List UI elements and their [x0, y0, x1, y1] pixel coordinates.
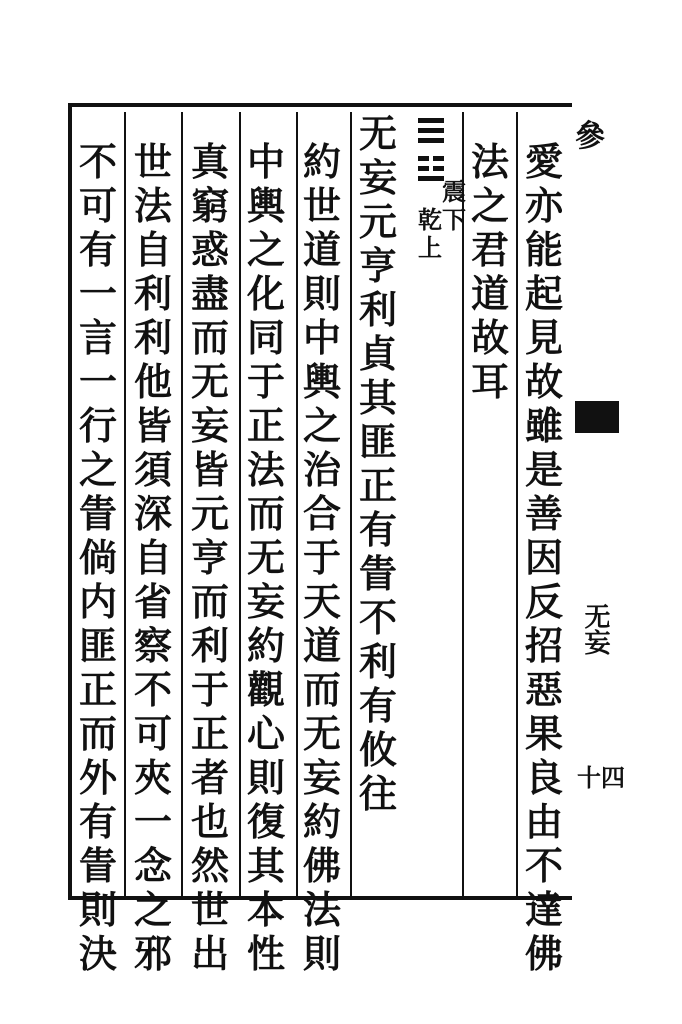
glyph: 招	[524, 623, 563, 668]
glyph: 天	[302, 579, 341, 624]
glyph: 震	[442, 177, 466, 206]
glyph: 法	[470, 139, 509, 184]
text-column-8	[76, 140, 120, 976]
glyph: 有	[78, 799, 117, 844]
glyph: 則	[302, 271, 341, 316]
glyph: 同	[246, 315, 285, 360]
glyph: 正	[78, 667, 117, 712]
glyph: 利	[133, 271, 172, 316]
glyph: 利	[358, 287, 397, 332]
glyph: 則	[78, 887, 117, 932]
glyph: 元	[358, 199, 397, 244]
glyph: 反	[524, 579, 563, 624]
glyph: 眚	[78, 491, 117, 536]
glyph: 眚	[358, 551, 397, 596]
glyph: 性	[246, 931, 285, 976]
glyph: 乾	[418, 205, 442, 234]
glyph: 他	[133, 359, 172, 404]
glyph: 世	[190, 887, 229, 932]
column-divider	[124, 112, 126, 899]
glyph: 有	[358, 507, 397, 552]
glyph: 由	[524, 799, 563, 844]
glyph: 法	[246, 447, 285, 492]
glyph: 佛	[524, 931, 563, 976]
glyph: 化	[246, 271, 285, 316]
glyph: 其	[246, 843, 285, 888]
trigram-upper-label	[408, 206, 452, 262]
fish-tail-mark	[575, 401, 619, 433]
glyph: 言	[78, 315, 117, 360]
glyph: 是	[524, 447, 563, 492]
glyph: 中	[302, 315, 341, 360]
glyph: 復	[246, 799, 285, 844]
glyph: 觀	[246, 667, 285, 712]
glyph: 亨	[190, 535, 229, 580]
glyph: 邪	[133, 931, 172, 976]
glyph: 之	[133, 887, 172, 932]
glyph: 自	[133, 535, 172, 580]
glyph: 而	[190, 315, 229, 360]
text-column-5	[244, 140, 288, 976]
glyph: 无	[190, 359, 229, 404]
glyph: 故	[470, 315, 509, 360]
glyph: 而	[190, 579, 229, 624]
glyph: 法	[302, 887, 341, 932]
glyph: 夾	[133, 755, 172, 800]
column-divider	[296, 112, 298, 899]
text-column-7	[131, 140, 175, 976]
fore-edge-margin	[575, 103, 635, 900]
glyph: 而	[78, 711, 117, 756]
text-column-3	[356, 112, 400, 816]
glyph: 察	[133, 623, 172, 668]
glyph: 道	[470, 271, 509, 316]
glyph: 愛	[524, 139, 563, 184]
glyph: 无	[302, 711, 341, 756]
glyph: 无	[246, 535, 285, 580]
glyph: 自	[133, 227, 172, 272]
glyph: 中	[246, 139, 285, 184]
glyph: 約	[302, 139, 341, 184]
glyph: 省	[133, 579, 172, 624]
glyph: 真	[190, 139, 229, 184]
glyph: 法	[133, 183, 172, 228]
glyph: 于	[190, 667, 229, 712]
glyph: 見	[524, 315, 563, 360]
column-divider	[181, 112, 183, 899]
page-number: 十四	[577, 763, 625, 792]
glyph: 不	[524, 843, 563, 888]
glyph: 皆	[133, 403, 172, 448]
yang-line	[418, 128, 444, 133]
glyph: 君	[470, 227, 509, 272]
text-column-4	[300, 140, 344, 976]
glyph: 之	[470, 183, 509, 228]
glyph: 正	[358, 463, 397, 508]
margin-section-label: 无妄	[580, 603, 610, 655]
glyph: 不	[78, 139, 117, 184]
glyph: 道	[302, 227, 341, 272]
glyph: 匪	[78, 623, 117, 668]
glyph: 下	[442, 205, 466, 234]
glyph: 達	[524, 887, 563, 932]
glyph: 匪	[358, 419, 397, 464]
glyph: 于	[302, 535, 341, 580]
glyph: 良	[524, 755, 563, 800]
glyph: 妄	[358, 155, 397, 200]
glyph: 須	[133, 447, 172, 492]
glyph: 可	[78, 183, 117, 228]
glyph: 妄	[190, 403, 229, 448]
glyph: 不	[133, 667, 172, 712]
glyph: 果	[524, 711, 563, 756]
glyph: 之	[78, 447, 117, 492]
glyph: 出	[190, 931, 229, 976]
glyph: 之	[302, 403, 341, 448]
glyph: 有	[78, 227, 117, 272]
glyph: 約	[246, 623, 285, 668]
yin-line	[418, 156, 444, 161]
glyph: 亨	[358, 243, 397, 288]
glyph: 善	[524, 491, 563, 536]
glyph: 正	[190, 711, 229, 756]
glyph: 輿	[246, 183, 285, 228]
glyph: 利	[358, 639, 397, 684]
glyph: 元	[190, 491, 229, 536]
glyph: 而	[246, 491, 285, 536]
glyph: 妄	[302, 755, 341, 800]
glyph: 有	[358, 683, 397, 728]
glyph: 行	[78, 403, 117, 448]
glyph: 世	[302, 183, 341, 228]
glyph: 窮	[190, 183, 229, 228]
glyph: 眚	[78, 843, 117, 888]
text-column-6	[188, 140, 232, 976]
glyph: 利	[190, 623, 229, 668]
glyph: 其	[358, 375, 397, 420]
glyph: 正	[246, 403, 285, 448]
glyph: 倘	[78, 535, 117, 580]
glyph: 深	[133, 491, 172, 536]
glyph: 貞	[358, 331, 397, 376]
glyph: 起	[524, 271, 563, 316]
glyph: 一	[78, 271, 117, 316]
glyph: 輿	[302, 359, 341, 404]
glyph: 道	[302, 623, 341, 668]
glyph: 妄	[246, 579, 285, 624]
glyph: 念	[133, 843, 172, 888]
glyph: 攸	[358, 727, 397, 772]
glyph: 雖	[524, 403, 563, 448]
glyph: 能	[524, 227, 563, 272]
column-divider	[350, 112, 352, 899]
glyph: 故	[524, 359, 563, 404]
glyph: 外	[78, 755, 117, 800]
text-column-1	[522, 140, 566, 976]
glyph: 一	[133, 799, 172, 844]
glyph: 一	[78, 359, 117, 404]
glyph: 者	[190, 755, 229, 800]
glyph: 則	[246, 755, 285, 800]
glyph: 而	[302, 667, 341, 712]
glyph: 不	[358, 595, 397, 640]
glyph: 也	[190, 799, 229, 844]
glyph: 治	[302, 447, 341, 492]
glyph: 耳	[470, 359, 509, 404]
glyph: 可	[133, 711, 172, 756]
glyph: 皆	[190, 447, 229, 492]
glyph: 无	[358, 111, 397, 156]
glyph: 内	[78, 579, 117, 624]
glyph: 世	[133, 139, 172, 184]
glyph: 盡	[190, 271, 229, 316]
glyph: 往	[358, 771, 397, 816]
glyph: 則	[302, 931, 341, 976]
glyph: 合	[302, 491, 341, 536]
glyph: 上	[418, 233, 442, 262]
glyph: 亦	[524, 183, 563, 228]
glyph: 然	[190, 843, 229, 888]
column-divider	[516, 112, 518, 899]
glyph: 佛	[302, 843, 341, 888]
glyph: 因	[524, 535, 563, 580]
yin-line	[418, 166, 444, 171]
margin-title: 參	[575, 119, 605, 154]
glyph: 約	[302, 799, 341, 844]
glyph: 惡	[524, 667, 563, 712]
yang-line	[418, 138, 444, 143]
glyph: 心	[246, 711, 285, 756]
glyph: 之	[246, 227, 285, 272]
glyph: 本	[246, 887, 285, 932]
glyph: 于	[246, 359, 285, 404]
column-divider	[239, 112, 241, 899]
yang-line	[418, 118, 444, 123]
glyph: 決	[78, 931, 117, 976]
glyph: 利	[133, 315, 172, 360]
glyph: 惑	[190, 227, 229, 272]
